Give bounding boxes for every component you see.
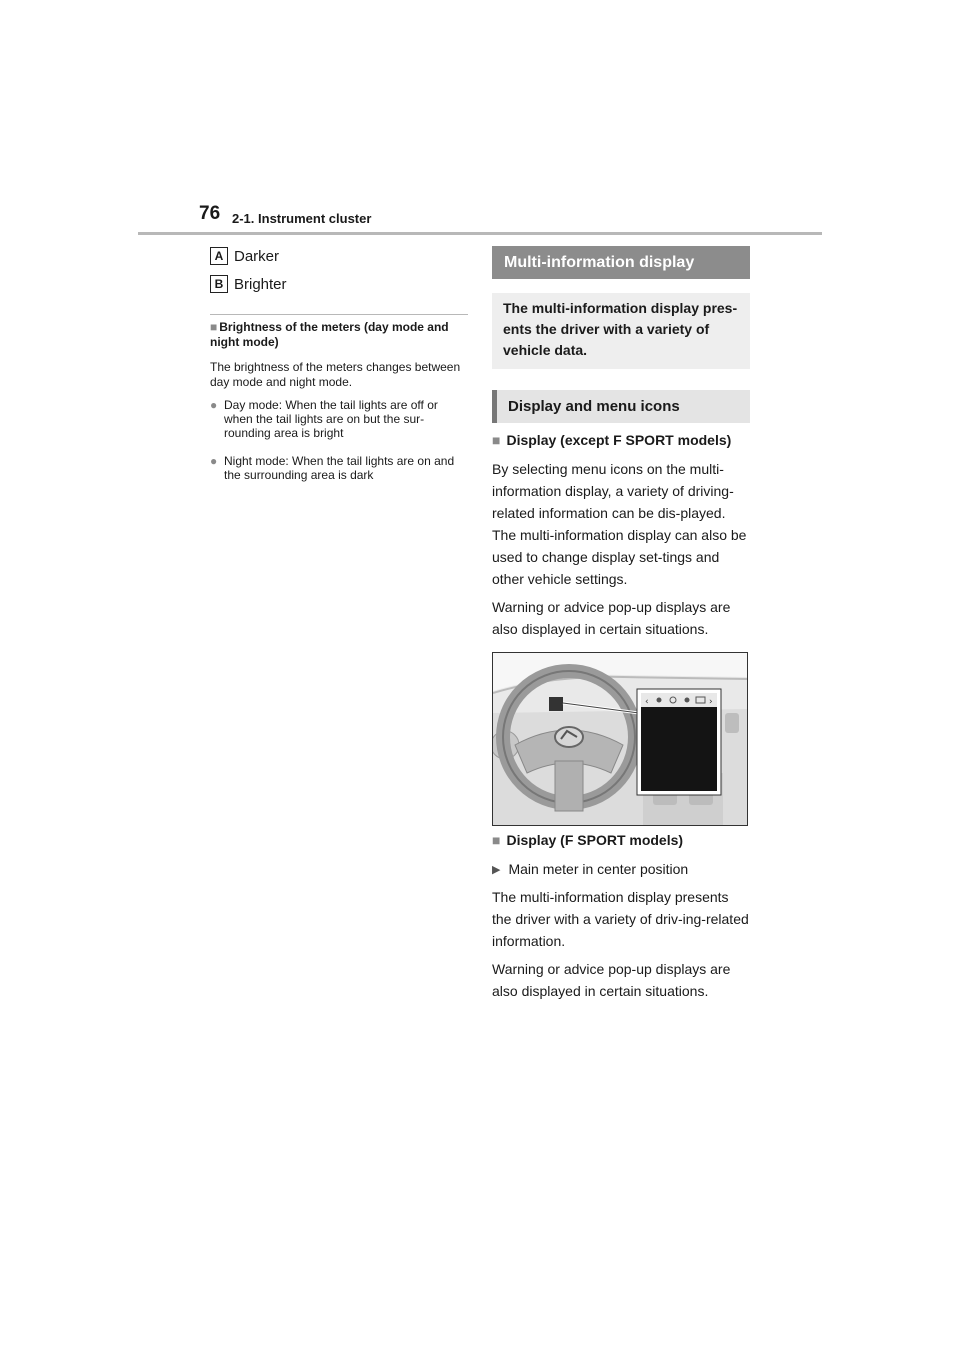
heading-text: Display (F SPORT models) bbox=[506, 832, 684, 848]
note-bullet-text: Night mode: When the tail lights are on and the surrounding area is dark bbox=[224, 454, 455, 482]
heading-display-standard bbox=[492, 430, 731, 450]
note-heading bbox=[210, 320, 468, 350]
note-text: The brightness of the meters changes between day mode and night mode. bbox=[210, 360, 461, 389]
legend-badge-b: B bbox=[210, 275, 228, 293]
legend-text: Brighter bbox=[234, 275, 287, 293]
square-bullet-icon: ■ bbox=[492, 832, 501, 848]
paragraph: Warning or advice pop-up displays are also displayed in certain situations. bbox=[492, 961, 731, 999]
svg-text:›: › bbox=[709, 697, 713, 707]
paragraph: Warning or advice pop-up displays are also displayed in certain situations. bbox=[492, 599, 731, 637]
paragraph: By selecting menu icons on the multi-information display, a variety of driving-related information can be dis-played. The multi-information display can also be used to change display set-tings and other vehicle settings. bbox=[492, 461, 747, 587]
legend-item-brighter bbox=[210, 274, 287, 294]
arrow-item bbox=[492, 859, 688, 879]
dashboard-drawing bbox=[493, 653, 747, 825]
square-bullet-icon: ■ bbox=[492, 432, 501, 448]
notes-divider bbox=[210, 314, 468, 315]
note-heading-text: Brightness of the meters (day mode and night mode) bbox=[210, 320, 449, 349]
arrow-item-text: Main meter in center position bbox=[508, 861, 689, 877]
legend-item-darker bbox=[210, 246, 279, 266]
section-path: 2-1. Instrument cluster bbox=[232, 211, 372, 226]
note-bullet-day bbox=[210, 398, 468, 440]
circle-bullet-icon: ● bbox=[210, 454, 218, 468]
legend-text: Darker bbox=[234, 247, 280, 265]
legend-badge-a: A bbox=[210, 247, 228, 265]
triangle-right-icon: ▶ bbox=[492, 863, 501, 876]
svg-text:‹: ‹ bbox=[645, 697, 649, 707]
sub-section-banner: Display and menu icons bbox=[492, 390, 750, 423]
circle-bullet-icon: ● bbox=[210, 398, 218, 412]
dashboard-illustration bbox=[492, 652, 748, 826]
heading-text: Display (except F SPORT models) bbox=[506, 432, 732, 448]
heading-display-f-sport bbox=[492, 830, 683, 850]
note-bullet-text: Day mode: When the tail lights are off or when the tail lights are on but the sur-rounding area is bright bbox=[224, 398, 438, 440]
section-banner: Multi-information display bbox=[492, 246, 750, 279]
page-number: 76 bbox=[199, 203, 221, 224]
note-bullet-night bbox=[210, 454, 468, 482]
square-bullet-icon: ■ bbox=[210, 320, 218, 334]
header-divider bbox=[138, 232, 822, 235]
paragraph: The multi-information display presents the driver with a variety of driv-ing-related information. bbox=[492, 889, 749, 949]
intro-box: The multi-information display pres-ents the driver with a variety of vehicle data. bbox=[492, 293, 750, 369]
